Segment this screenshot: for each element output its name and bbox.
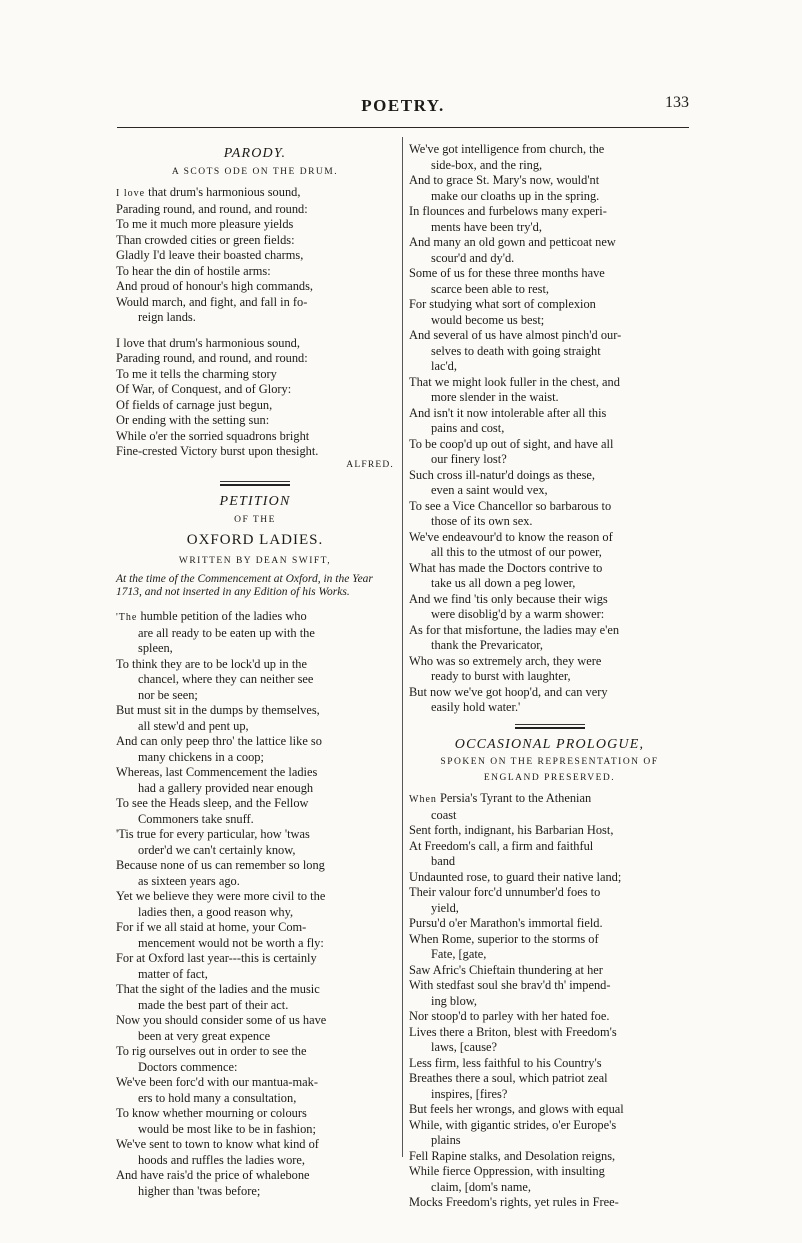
poem-line: Fine-crested Victory burst upon thesight. xyxy=(116,444,319,458)
poem-line: Less firm, less faithful to his Country's xyxy=(409,1055,602,1070)
poem-line: That we might look fuller in the chest, and xyxy=(409,374,620,389)
petition-title: PETITION xyxy=(219,494,291,509)
poem-line: Yet we believe they were more civil to the xyxy=(116,889,326,903)
poem-line: And to grace St. Mary's now, would'nt xyxy=(409,173,600,187)
poem-line: Of fields of carnage just begun, xyxy=(116,397,273,412)
poem-line: Some of us for these three months have xyxy=(409,266,605,280)
poem-line: As for that misfortune, the ladies may e'en xyxy=(409,622,620,637)
poem-line: ing blow, xyxy=(431,993,478,1008)
poem-line: scour'd and dy'd. xyxy=(431,250,515,265)
poem-line: Nor stoop'd to parley with her hated foe. xyxy=(409,1009,610,1023)
poem-line: While o'er the sorried squadrons bright xyxy=(116,428,310,443)
poem-line: To see a Vice Chancellor so barbarous to xyxy=(409,498,612,513)
poem-line: spleen, xyxy=(138,641,173,655)
poem-line: Such cross ill-natur'd doings as these, xyxy=(409,467,595,482)
poem-line: Their valour forc'd unnumber'd foes to xyxy=(409,885,601,899)
poem-line: And several of us have almost pinch'd our- xyxy=(409,328,622,342)
poem-line: And proud of honour's high commands, xyxy=(116,279,314,293)
poem-line: For studying what sort of complexion xyxy=(409,297,596,311)
poem-line: With stedfast soul she brav'd th' impend- xyxy=(409,978,611,992)
poem-line: are all ready to be eaten up with the xyxy=(138,625,315,640)
poem-line: Who was so extremely arch, they were xyxy=(409,653,602,668)
poem-line: hoods and ruffles the ladies wore, xyxy=(138,1152,306,1167)
poem-line: Pursu'd o'er Marathon's immortal field. xyxy=(409,916,603,930)
poem-line: as sixteen years ago. xyxy=(138,873,240,888)
poem-line: many chickens in a coop; xyxy=(138,749,264,764)
poem-line: But must sit in the dumps by themselves, xyxy=(116,703,320,717)
poem-line: Undaunted rose, to guard their native land; xyxy=(409,869,622,884)
poem-line: To me it tells the charming story xyxy=(116,366,277,381)
poem-line: mencement would not be worth a fly: xyxy=(138,935,324,950)
poem-line: were disoblig'd by a warm shower: xyxy=(431,607,605,621)
page-title: POETRY. xyxy=(361,96,445,115)
poem-line: Saw Afric's Chieftain thundering at her xyxy=(409,962,603,977)
poem-line: laws, [cause? xyxy=(431,1040,498,1054)
prologue-subtitle: ENGLAND PRESERVED. xyxy=(483,772,616,783)
poem-line: yield, xyxy=(431,900,459,915)
poem-line: At Freedom's call, a firm and faithful xyxy=(409,838,594,853)
petition-byline: WRITTEN BY DEAN SWIFT, xyxy=(178,555,332,566)
poem-line: 'The humble petition of the ladies who xyxy=(116,609,307,623)
poem-line: Fate, [gate, xyxy=(431,947,487,961)
poem-line: But feels her wrongs, and glows with equal xyxy=(409,1102,624,1116)
poem-line: pains and cost, xyxy=(431,421,505,435)
poem-line: While fierce Oppression, with insulting xyxy=(409,1164,605,1178)
poem-line: Parading round, and round, and round: xyxy=(116,351,308,365)
poem-line: Than crowded cities or green fields: xyxy=(116,232,295,247)
poem-line: When Persia's Tyrant to the Athenian xyxy=(409,791,592,805)
poem-line: all this to the utmost of our power, xyxy=(431,545,602,559)
poem-line: To be coop'd up out of sight, and have all xyxy=(409,436,614,451)
poem-line: would become us best; xyxy=(431,312,545,327)
poem-line: We've sent to town to know what kind of xyxy=(116,1137,319,1151)
poem-line: make our cloaths up in the spring. xyxy=(431,188,600,203)
prologue-subtitle: SPOKEN ON THE REPRESENTATION OF xyxy=(440,757,659,767)
poem-line: plains xyxy=(431,1133,461,1147)
petition-note: At the time of the Commencement at Oxford, in the Year 1713, and not inserted in any Edition of his Works. xyxy=(116,573,373,598)
poem-line: our finery lost? xyxy=(431,452,507,466)
poem-line: And have rais'd the price of whalebone xyxy=(116,1168,310,1182)
poem-line: all stew'd and pent up, xyxy=(138,718,249,733)
page-number: 133 xyxy=(665,94,689,111)
poem-line: To rig ourselves out in order to see the xyxy=(116,1044,307,1058)
petition-lines-left xyxy=(116,609,394,1199)
parody-title: PARODY. xyxy=(223,146,287,161)
poem-line: side-box, and the ring, xyxy=(431,157,543,172)
poem-line: We've got intelligence from church, the xyxy=(409,142,605,156)
poem-line: 'Tis true for every particular, how 'twas xyxy=(116,827,310,841)
petition-lines-right xyxy=(409,142,690,716)
poem-line: Because none of us can remember so long xyxy=(116,858,325,872)
page-header xyxy=(117,96,689,118)
poem-line: For at Oxford last year---this is certainly xyxy=(116,951,317,965)
poem-line: Parading round, and round, and round: xyxy=(116,201,308,216)
poem-line: scarce been able to rest, xyxy=(431,281,549,296)
poem-line: When Rome, superior to the storms of xyxy=(409,931,599,946)
poem-line: more slender in the waist. xyxy=(431,390,559,404)
section-divider xyxy=(220,481,290,486)
poem-line: Or ending with the setting sun: xyxy=(116,413,270,427)
poem-line: easily hold water.' xyxy=(431,700,521,714)
poem-line: Mocks Freedom's rights, yet rules in Free- xyxy=(409,1195,619,1209)
poem-line: nor be seen; xyxy=(138,687,198,702)
poem-line: thank the Prevaricator, xyxy=(431,638,544,652)
poem-line: To me it much more pleasure yields xyxy=(116,217,294,231)
poem-line: reign lands. xyxy=(138,310,196,324)
poem-line: And many an old gown and petticoat new xyxy=(409,235,616,249)
poem-line: order'd we can't certainly know, xyxy=(138,842,296,857)
parody-stanza-2 xyxy=(116,336,394,460)
poem-line: ready to burst with laughter, xyxy=(431,669,571,683)
poem-line: I love that drum's harmonious sound, xyxy=(116,185,301,199)
poem-line: chancel, where they can neither see xyxy=(138,672,314,686)
poem-line: Whereas, last Commencement the ladies xyxy=(116,765,318,779)
poem-line: Fell Rapine stalks, and Desolation reigns, xyxy=(409,1148,616,1163)
poem-line: But now we've got hoop'd, and can very xyxy=(409,684,608,699)
parody-subtitle: A SCOTS ODE ON THE DRUM. xyxy=(171,166,339,177)
poem-line: take us all down a peg lower, xyxy=(431,576,576,590)
poem-line: Lives there a Briton, blest with Freedom's xyxy=(409,1024,617,1039)
drop-word: I love xyxy=(116,188,146,199)
poem-line: That the sight of the ladies and the music xyxy=(116,982,320,996)
petition-heading: OXFORD LADIES. xyxy=(186,532,324,548)
poem-line: band xyxy=(431,854,456,868)
poem-line: Of War, of Conquest, and of Glory: xyxy=(116,382,292,396)
prologue-title: OCCASIONAL PROLOGUE, xyxy=(454,736,645,752)
poem-line: What has made the Doctors contrive to xyxy=(409,560,603,575)
left-column xyxy=(116,142,394,1199)
poem-line: had a gallery provided near enough xyxy=(138,780,314,795)
poem-line: To know whether mourning or colours xyxy=(116,1106,307,1120)
column-divider xyxy=(402,137,403,1157)
poem-line: To hear the din of hostile arms: xyxy=(116,263,271,278)
poem-line: To think they are to be lock'd up in the xyxy=(116,656,307,671)
poem-line: ladies then, a good reason why, xyxy=(138,904,294,919)
poem-line: Would march, and fight, and fall in fo- xyxy=(116,294,308,309)
poem-line: Now you should consider some of us have xyxy=(116,1013,327,1027)
drop-word: 'The xyxy=(116,612,138,623)
parody-stanza-1 xyxy=(116,185,394,326)
poem-line: claim, [dom's name, xyxy=(431,1179,531,1194)
header-rule xyxy=(117,127,689,128)
petition-of: OF THE xyxy=(234,514,276,525)
right-column xyxy=(409,142,690,1211)
poem-line: And isn't it now intolerable after all this xyxy=(409,405,607,420)
poem-line: been at very great expence xyxy=(138,1028,271,1043)
poem-line: Sent forth, indignant, his Barbarian Host, xyxy=(409,823,614,837)
poem-line: even a saint would vex, xyxy=(431,483,548,497)
poem-line: And can only peep thro' the lattice like so xyxy=(116,734,322,748)
poem-line: Breathes there a soul, which patriot zeal xyxy=(409,1071,608,1085)
section-divider xyxy=(515,724,585,729)
poem-line: ments have been try'd, xyxy=(431,219,542,234)
poem-line: In flounces and furbelows many experi- xyxy=(409,204,607,218)
drop-word: When xyxy=(409,794,437,805)
poem-line: those of its own sex. xyxy=(431,514,533,528)
poem-line: higher than 'twas before; xyxy=(138,1183,261,1198)
prologue-lines xyxy=(409,791,690,1211)
poem-line: To see the Heads sleep, and the Fellow xyxy=(116,796,309,810)
poem-line: inspires, [fires? xyxy=(431,1086,508,1101)
poem-line: would be most like to be in fashion; xyxy=(138,1121,316,1136)
poem-line: matter of fact, xyxy=(138,966,208,981)
poem-line: ers to hold many a consultation, xyxy=(138,1090,297,1105)
poem-line: lac'd, xyxy=(431,359,457,373)
poem-line: We've been forc'd with our mantua-mak- xyxy=(116,1075,318,1089)
author-signature: ALFRED. xyxy=(346,459,394,470)
poem-line: And we find 'tis only because their wigs xyxy=(409,591,608,606)
poem-line: We've endeavour'd to know the reason of xyxy=(409,529,613,544)
poem-line: For if we all staid at home, your Com- xyxy=(116,920,307,934)
poem-line: Doctors commence: xyxy=(138,1059,238,1074)
poem-line: While, with gigantic strides, o'er Europe's xyxy=(409,1117,617,1132)
poem-line: made the best part of their act. xyxy=(138,997,289,1012)
poem-line: Commoners take snuff. xyxy=(138,811,254,826)
poem-line: coast xyxy=(431,807,457,822)
poem-line: selves to death with going straight xyxy=(431,343,601,358)
poem-line: I love that drum's harmonious sound, xyxy=(116,335,300,350)
poem-line: Gladly I'd leave their boasted charms, xyxy=(116,248,304,262)
